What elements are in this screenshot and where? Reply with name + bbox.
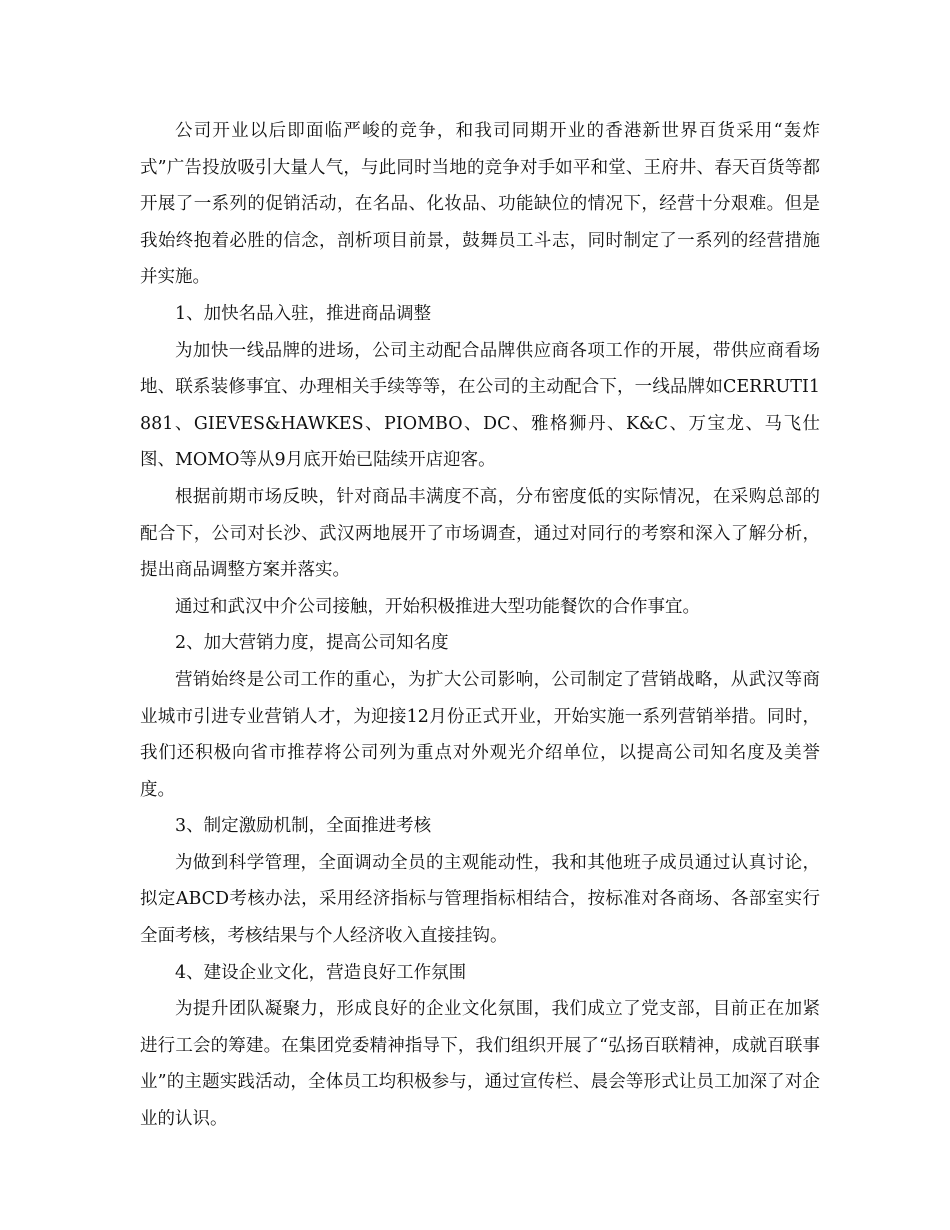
section-heading-4: 4、建设企业文化，营造良好工作氛围 [175,962,467,983]
document-body [140,113,820,1138]
paragraph-intro: 公司开业以后即面临严峻的竞争，和我司同期开业的香港新世界百货采用“轰炸式”广告投放吸引大量人气，与此同时当地的竞争对手如平和堂、王府井、春天百货等都开展了一系列的促销活动，在名品、化妆品、功能缺位的情况下，经营十分艰难。但是我始终抱着必胜的信念，剖析项目前景，鼓舞员工斗志，同时制定了一系列的经营措施并实施。 [140,121,820,288]
paragraph-catering: 通过和武汉中介公司接触，开始积极推进大型功能餐饮的合作事宜。 [175,596,700,617]
paragraph-culture: 为提升团队凝聚力，形成良好的企业文化氛围，我们成立了党支部，目前正在加紧进行工会的筹建。在集团党委精神指导下，我们组织开展了“弘扬百联精神，成就百联事业”的主题实践活动，全体员工均积极参与，通过宣传栏、晨会等形式让员工加深了对企业的认识。 [140,999,820,1130]
paragraph-market-survey: 根据前期市场反映，针对商品丰满度不高，分布密度低的实际情况，在采购总部的配合下，公司对长沙、武汉两地展开了市场调查，通过对同行的考察和深入了解分析，提出商品调整方案并落实。 [140,486,820,581]
section-heading-3: 3、制定激励机制，全面推进考核 [175,816,432,837]
section-heading-1: 1、加快名品入驻，推进商品调整 [175,303,432,324]
section-heading-2: 2、加大营销力度，提高公司知名度 [175,633,449,654]
paragraph-brands: 为加快一线品牌的进场，公司主动配合品牌供应商各项工作的开展，带供应商看场地、联系装修事宜、办理相关手续等等，在公司的主动配合下，一线品牌如CERRUTI1881、GIEVES&HAWKES、PIOMBO、DC、雅格狮丹、K&C、万宝龙、马飞仕图、MOMO等从9月底开始已陆续开店迎客。 [140,340,820,471]
paragraph-marketing: 营销始终是公司工作的重心，为扩大公司影响，公司制定了营销战略，从武汉等商业城市引进专业营销人才，为迎接12月份正式开业，开始实施一系列营销举措。同时，我们还积极向省市推荐将公司列为重点对外观光介绍单位，以提高公司知名度及美誉度。 [140,669,820,800]
paragraph-assessment: 为做到科学管理，全面调动全员的主观能动性，我和其他班子成员通过认真讨论，拟定ABCD考核办法，采用经济指标与管理指标相结合，按标准对各商场、各部室实行全面考核，考核结果与个人经济收入直接挂钩。 [140,852,820,947]
